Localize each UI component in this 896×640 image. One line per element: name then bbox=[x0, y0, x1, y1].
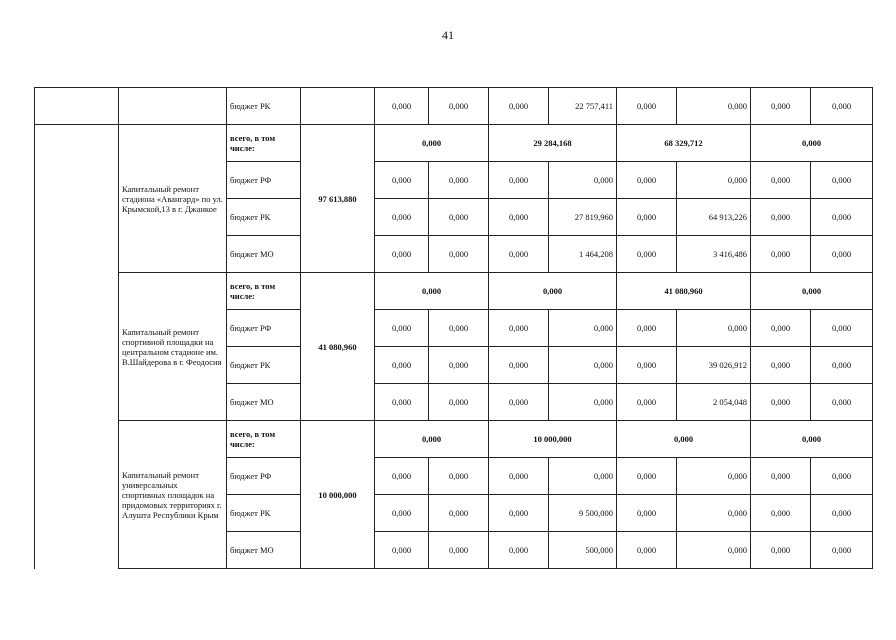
value-cell: 0,000 bbox=[677, 88, 751, 125]
value-cell: 0,000 bbox=[375, 495, 429, 532]
value-cell: 0,000 bbox=[751, 162, 811, 199]
funding-source-cell: бюджет МО bbox=[227, 384, 301, 421]
value-cell: 2 054,048 bbox=[677, 384, 751, 421]
value-cell: 0,000 bbox=[429, 199, 489, 236]
value-cell: 0,000 bbox=[375, 88, 429, 125]
value-cell: 0,000 bbox=[751, 347, 811, 384]
value-cell: 0,000 bbox=[811, 347, 873, 384]
sum-cell: 0,000 bbox=[751, 421, 873, 458]
sum-cell: 0,000 bbox=[489, 273, 617, 310]
row-lead-cell bbox=[35, 88, 119, 125]
value-cell: 0,000 bbox=[751, 458, 811, 495]
funding-source-cell: всего, в том числе: bbox=[227, 421, 301, 458]
value-cell: 0,000 bbox=[677, 458, 751, 495]
sum-cell: 68 329,712 bbox=[617, 125, 751, 162]
value-cell: 0,000 bbox=[489, 458, 549, 495]
value-cell: 0,000 bbox=[617, 384, 677, 421]
value-cell: 0,000 bbox=[489, 310, 549, 347]
value-cell: 0,000 bbox=[375, 236, 429, 273]
row-lead-cell bbox=[35, 273, 119, 421]
value-cell: 0,000 bbox=[429, 88, 489, 125]
value-cell: 0,000 bbox=[811, 162, 873, 199]
value-cell: 0,000 bbox=[375, 384, 429, 421]
sum-cell: 0,000 bbox=[751, 125, 873, 162]
value-cell: 0,000 bbox=[617, 88, 677, 125]
value-cell: 0,000 bbox=[549, 347, 617, 384]
value-cell: 0,000 bbox=[489, 384, 549, 421]
funding-source-cell: бюджет РК bbox=[227, 88, 301, 125]
page-number: 41 bbox=[442, 28, 454, 42]
value-cell: 0,000 bbox=[489, 236, 549, 273]
value-cell: 0,000 bbox=[617, 199, 677, 236]
value-cell: 0,000 bbox=[549, 162, 617, 199]
table-row bbox=[35, 125, 873, 162]
funding-source-cell: бюджет РК bbox=[227, 495, 301, 532]
value-cell: 0,000 bbox=[429, 347, 489, 384]
value-cell: 0,000 bbox=[811, 458, 873, 495]
sum-cell: 0,000 bbox=[375, 125, 489, 162]
value-cell: 0,000 bbox=[375, 199, 429, 236]
value-cell: 1 464,208 bbox=[549, 236, 617, 273]
value-cell: 0,000 bbox=[375, 347, 429, 384]
value-cell: 0,000 bbox=[677, 495, 751, 532]
project-name-cell: Капитальный ремонт спортивной площадки на центральном стадионе им. В.Шайдерова в г. Феодосия bbox=[119, 273, 227, 421]
value-cell: 0,000 bbox=[751, 532, 811, 569]
value-cell: 0,000 bbox=[677, 310, 751, 347]
value-cell: 0,000 bbox=[617, 310, 677, 347]
value-cell: 0,000 bbox=[489, 495, 549, 532]
value-cell: 0,000 bbox=[429, 236, 489, 273]
sum-cell: 0,000 bbox=[375, 273, 489, 310]
value-cell: 0,000 bbox=[489, 347, 549, 384]
project-name-cell: Капитальный ремонт универсальных спортивных площадок на придомовых территориях г. Алушта Республики Крым bbox=[119, 421, 227, 569]
sum-cell: 0,000 bbox=[751, 273, 873, 310]
funding-source-cell: бюджет РК bbox=[227, 347, 301, 384]
table-row bbox=[35, 88, 873, 125]
table-row bbox=[35, 421, 873, 458]
funding-source-cell: бюджет РФ bbox=[227, 162, 301, 199]
sum-cell: 10 000,000 bbox=[489, 421, 617, 458]
funding-source-cell: бюджет РФ bbox=[227, 310, 301, 347]
value-cell: 0,000 bbox=[429, 458, 489, 495]
value-cell: 27 819,960 bbox=[549, 199, 617, 236]
funding-source-cell: бюджет МО bbox=[227, 532, 301, 569]
value-cell: 0,000 bbox=[811, 384, 873, 421]
sum-cell: 29 284,168 bbox=[489, 125, 617, 162]
value-cell: 0,000 bbox=[429, 384, 489, 421]
value-cell: 0,000 bbox=[751, 495, 811, 532]
project-name-cell: Капитальный ремонт стадиона «Авангард» по ул. Крымской,13 в г. Джанкое bbox=[119, 125, 227, 273]
value-cell: 64 913,226 bbox=[677, 199, 751, 236]
value-cell: 0,000 bbox=[375, 310, 429, 347]
value-cell: 22 757,411 bbox=[549, 88, 617, 125]
value-cell: 0,000 bbox=[617, 458, 677, 495]
value-cell: 0,000 bbox=[489, 532, 549, 569]
value-cell: 0,000 bbox=[751, 199, 811, 236]
value-cell: 0,000 bbox=[811, 236, 873, 273]
value-cell: 0,000 bbox=[811, 199, 873, 236]
value-cell: 0,000 bbox=[751, 310, 811, 347]
value-cell: 39 026,912 bbox=[677, 347, 751, 384]
value-cell: 500,000 bbox=[549, 532, 617, 569]
value-cell: 0,000 bbox=[429, 495, 489, 532]
sum-cell: 0,000 bbox=[617, 421, 751, 458]
total-cell: 41 080,960 bbox=[301, 273, 375, 421]
project-name-cell bbox=[119, 88, 227, 125]
funding-source-cell: всего, в том числе: bbox=[227, 125, 301, 162]
value-cell: 0,000 bbox=[549, 310, 617, 347]
funding-source-cell: всего, в том числе: bbox=[227, 273, 301, 310]
funding-source-cell: бюджет РК bbox=[227, 199, 301, 236]
value-cell: 0,000 bbox=[811, 495, 873, 532]
total-cell: 10 000,000 bbox=[301, 421, 375, 569]
value-cell: 0,000 bbox=[751, 384, 811, 421]
value-cell: 3 416,486 bbox=[677, 236, 751, 273]
sum-cell: 41 080,960 bbox=[617, 273, 751, 310]
row-lead-cell bbox=[35, 125, 119, 273]
value-cell: 0,000 bbox=[375, 162, 429, 199]
value-cell: 0,000 bbox=[549, 458, 617, 495]
value-cell: 0,000 bbox=[549, 384, 617, 421]
budget-table bbox=[34, 87, 873, 569]
value-cell: 0,000 bbox=[617, 236, 677, 273]
total-cell: 97 613,880 bbox=[301, 125, 375, 273]
value-cell: 0,000 bbox=[429, 310, 489, 347]
value-cell: 9 500,000 bbox=[549, 495, 617, 532]
funding-source-cell: бюджет МО bbox=[227, 236, 301, 273]
value-cell: 0,000 bbox=[617, 347, 677, 384]
value-cell: 0,000 bbox=[617, 162, 677, 199]
value-cell: 0,000 bbox=[811, 532, 873, 569]
row-lead-cell bbox=[35, 421, 119, 569]
value-cell: 0,000 bbox=[677, 162, 751, 199]
table-row bbox=[35, 273, 873, 310]
value-cell: 0,000 bbox=[617, 532, 677, 569]
value-cell: 0,000 bbox=[429, 532, 489, 569]
value-cell: 0,000 bbox=[429, 162, 489, 199]
value-cell: 0,000 bbox=[677, 532, 751, 569]
value-cell: 0,000 bbox=[489, 88, 549, 125]
value-cell: 0,000 bbox=[751, 88, 811, 125]
value-cell: 0,000 bbox=[375, 458, 429, 495]
value-cell: 0,000 bbox=[751, 236, 811, 273]
value-cell: 0,000 bbox=[489, 162, 549, 199]
value-cell: 0,000 bbox=[375, 532, 429, 569]
funding-source-cell: бюджет РФ bbox=[227, 458, 301, 495]
value-cell: 0,000 bbox=[489, 199, 549, 236]
sum-cell: 0,000 bbox=[375, 421, 489, 458]
value-cell: 0,000 bbox=[811, 310, 873, 347]
value-cell: 0,000 bbox=[811, 88, 873, 125]
total-cell bbox=[301, 88, 375, 125]
value-cell: 0,000 bbox=[617, 495, 677, 532]
